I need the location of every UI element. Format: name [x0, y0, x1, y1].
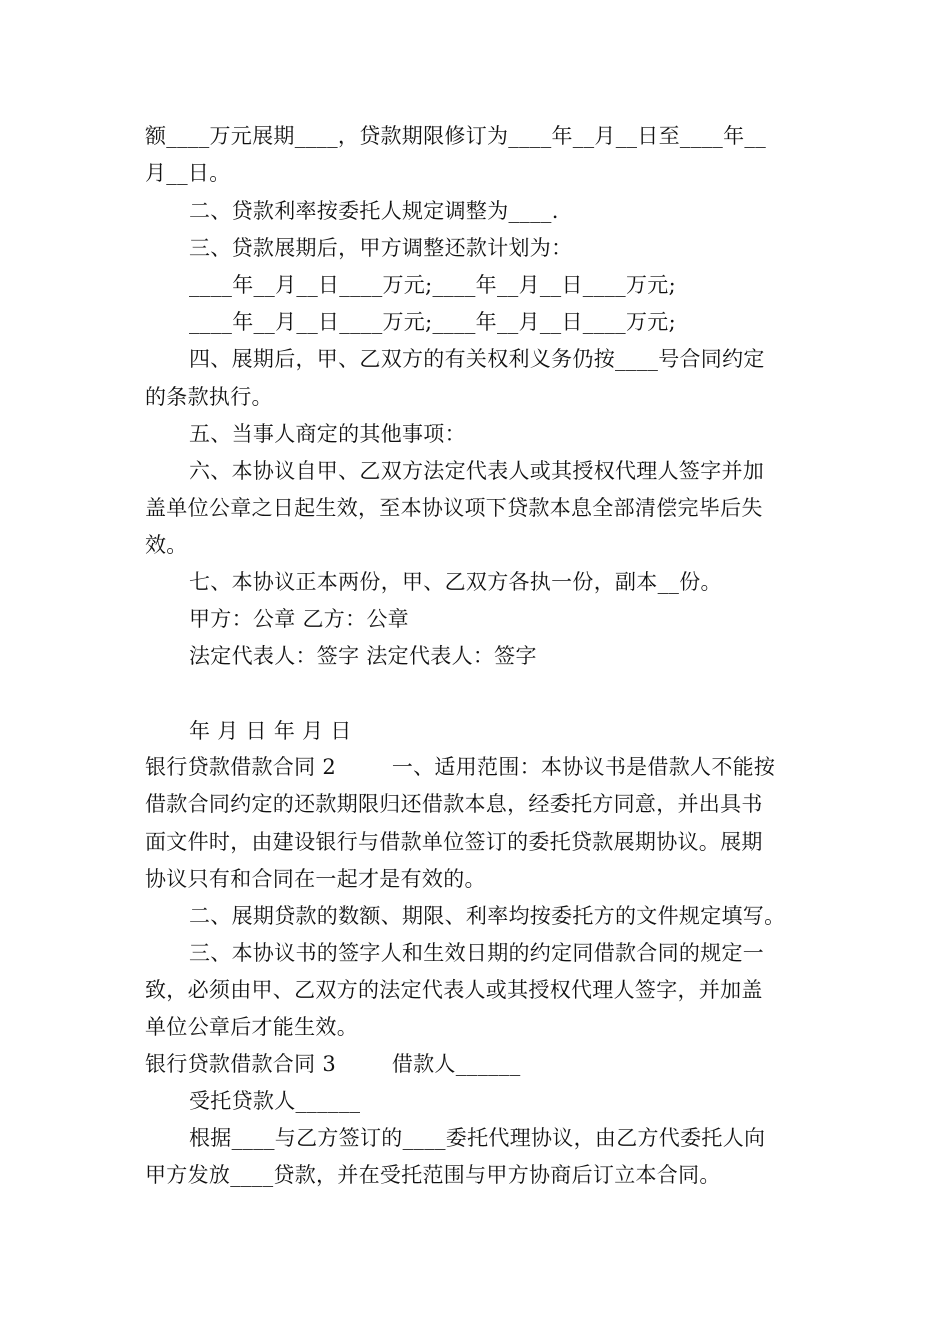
contract-3-basis: 根据____与乙方签订的____委托代理协议，由乙方代委托人向 [189, 1126, 766, 1150]
clause-5: 五、当事人商定的其他事项： [189, 422, 466, 446]
repayment-plan-line-1: ____年__月__日____万元;____年__月__日____万元; [189, 273, 676, 297]
clause-6-end: 效。 [145, 533, 188, 557]
contract-2-clause-3: 三、本协议书的签字人和生效日期的约定同借款合同的规定一 [189, 941, 765, 965]
clause-2: 二、贷款利率按委托人规定调整为____. [189, 199, 559, 223]
text-line-1: 额____万元展期____，贷款期限修订为____年__月__日至____年__ [145, 124, 766, 148]
parties-seal: 甲方：公章 乙方：公章 [189, 607, 409, 631]
contract-3-basis-continued: 甲方发放____贷款，并在受托范围与甲方协商后订立本合同。 [145, 1163, 721, 1187]
clause-4-continued: 的条款执行。 [145, 385, 273, 409]
clause-6-continued: 盖单位公章之日起生效，至本协议项下贷款本息全部清偿完毕后失 [145, 496, 763, 520]
clause-4: 四、展期后，甲、乙双方的有关权利义务仍按____号合同约定 [189, 347, 765, 371]
repayment-plan-line-2: ____年__月__日____万元;____年__月__日____万元; [189, 310, 676, 334]
contract-2-clause-3-continued: 致，必须由甲、乙双方的法定代表人或其授权代理人签字，并加盖 [145, 978, 763, 1002]
contract-2-line-3: 面文件时，由建设银行与借款单位签订的委托贷款展期协议。展期 [145, 830, 763, 854]
signature-dates: 年 月 日 年 月 日 [189, 719, 352, 743]
legal-representatives: 法定代表人：签字 法定代表人：签字 [189, 644, 537, 668]
text-line-2: 月__日。 [145, 161, 231, 185]
clause-3: 三、贷款展期后，甲方调整还款计划为： [189, 236, 573, 260]
clause-7: 七、本协议正本两份，甲、乙双方各执一份，副本__份。 [189, 570, 722, 594]
trustee-line: 受托贷款人______ [189, 1089, 361, 1113]
contract-2-line-4: 协议只有和合同在一起才是有效的。 [145, 867, 486, 891]
contract-2-clause-3-end: 单位公章后才能生效。 [145, 1015, 358, 1039]
contract-2-heading: 银行贷款借款合同 2 一、适用范围：本协议书是借款人不能按 [145, 755, 776, 779]
contract-2-line-2: 借款合同约定的还款期限归还借款本息，经委托方同意，并出具书 [145, 792, 763, 816]
contract-3-heading: 银行贷款借款合同 3 借款人______ [145, 1052, 521, 1076]
contract-2-clause-2: 二、展期贷款的数额、期限、利率均按委托方的文件规定填写。 [189, 904, 786, 928]
clause-6: 六、本协议自甲、乙双方法定代表人或其授权代理人签字并加 [189, 459, 765, 483]
